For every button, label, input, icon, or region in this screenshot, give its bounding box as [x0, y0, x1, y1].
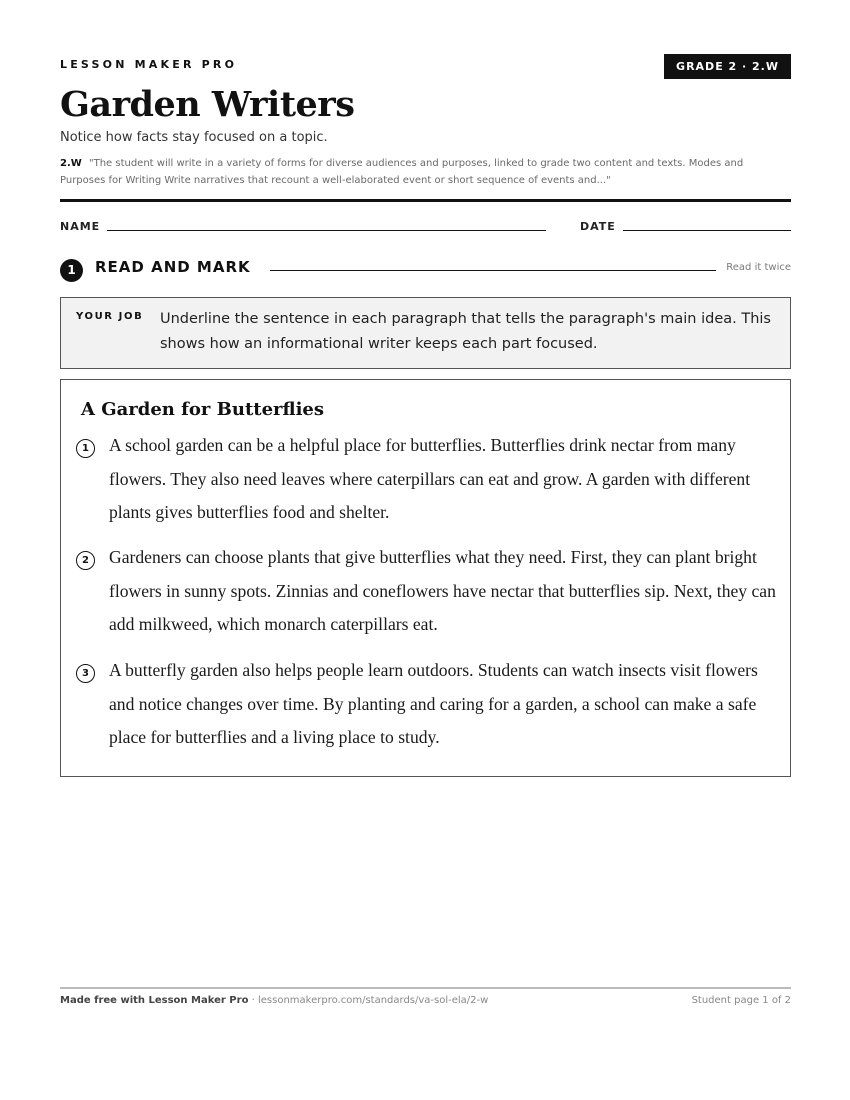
footer-made-with: Made free with Lesson Maker Pro: [60, 995, 249, 1006]
section-title: READ AND MARK: [95, 258, 251, 276]
paragraph-number-badge: 3: [76, 664, 95, 683]
section-divider: [270, 270, 716, 271]
header-divider: [60, 199, 791, 202]
name-field[interactable]: [107, 230, 546, 231]
paragraph-number-badge: 2: [76, 551, 95, 570]
standard-code: 2.W: [60, 158, 82, 169]
your-job-box: [60, 297, 791, 369]
section-note: Read it twice: [726, 262, 791, 273]
footer-url[interactable]: lessonmakerpro.com/standards/va-sol-ela/2-w: [257, 995, 489, 1006]
your-job-label: YOUR JOB: [76, 311, 144, 322]
page-title: Garden Writers: [60, 84, 355, 125]
your-job-instructions: Underline the sentence in each paragraph that tells the paragraph's main idea. This shows how an informational writer keeps each part focused.: [160, 311, 771, 352]
date-label: DATE: [580, 220, 616, 233]
section-number-badge: 1: [60, 259, 83, 282]
paragraph-text[interactable]: A butterfly garden also helps people learn outdoors. Students can watch insects visit flowers and notice changes over time. By planting and caring for a garden, a school can make a safe place for butterflies and a living place to study.: [109, 660, 758, 747]
date-field[interactable]: [623, 230, 791, 231]
passage-title: A Garden for Butterflies: [81, 399, 325, 420]
grade-badge: GRADE 2 · 2.W: [664, 54, 791, 79]
page-subtitle: Notice how facts stay focused on a topic.: [60, 130, 328, 145]
reading-passage: [60, 379, 791, 777]
paragraph-number-badge: 1: [76, 439, 95, 458]
standard-text: "The student will write in a variety of forms for diverse audiences and purposes, linked to grade two content and texts. Modes and Purposes for Writing Write narratives that recount a well-elaborated event or short sequence of events and...": [60, 158, 744, 186]
footer-credit: [60, 995, 488, 1006]
name-label: NAME: [60, 220, 101, 233]
paragraph-text[interactable]: A school garden can be a helpful place for butterflies. Butterflies drink nectar from many flowers. They also need leaves where caterpillars can eat and grow. A garden with different plants gives butterflies food and shelter.: [109, 435, 751, 522]
brand-name: LESSON MAKER PRO: [60, 58, 238, 71]
footer-divider: [60, 987, 791, 989]
footer-separator: ·: [248, 995, 258, 1006]
standard-description: [60, 155, 791, 189]
paragraph-text[interactable]: Gardeners can choose plants that give butterflies what they need. First, they can plant bright flowers in sunny spots. Zinnias and coneflowers have nectar that butterflies sip. Next, they can add milkweed, which monarch caterpillars eat.: [109, 547, 776, 634]
page-number: Student page 1 of 2: [691, 995, 791, 1006]
